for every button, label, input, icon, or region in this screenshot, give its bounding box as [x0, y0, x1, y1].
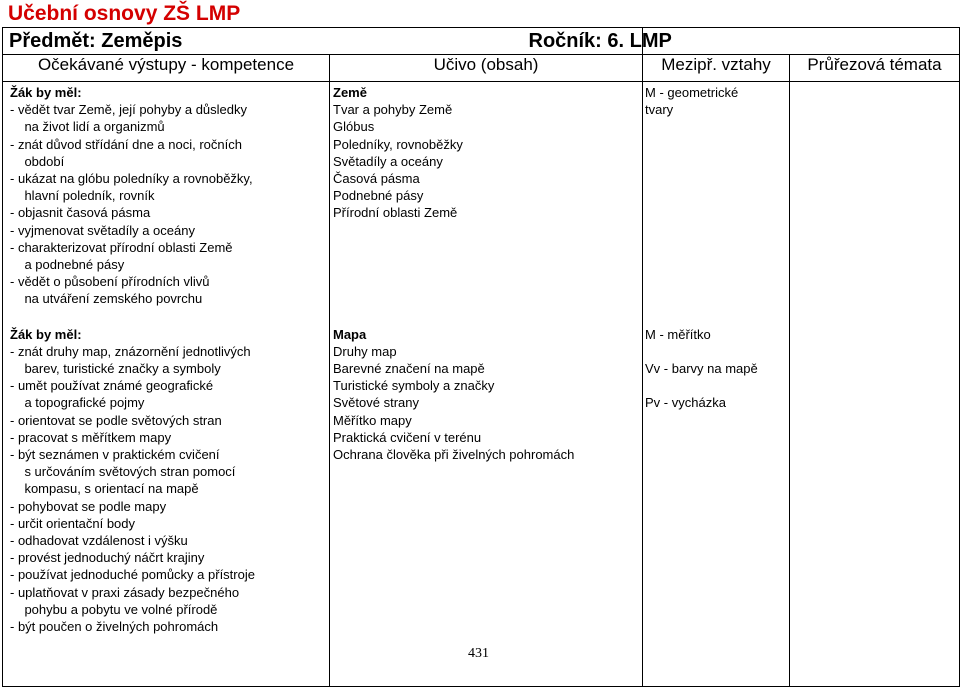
- filler: [645, 532, 789, 549]
- outcome-item: - vědět tvar Země, její pohyby a důsledky: [10, 102, 248, 118]
- content-item: Praktická cvičení v terénu: [333, 429, 482, 445]
- filler: [645, 515, 789, 532]
- filler: [645, 412, 789, 429]
- content-item: Světové strany: [333, 395, 419, 411]
- header-themes: Průřezová témata: [790, 55, 960, 82]
- filler: [645, 618, 789, 635]
- filler: [333, 498, 642, 515]
- block-spacer: [333, 308, 642, 326]
- outcome-item: pohybu a pobytu ve volné přírodě: [10, 601, 218, 617]
- outcome-item: - používat jednoduché pomůcky a přístroje: [10, 567, 255, 583]
- outcome-item: - vyjmenovat světadíly a oceány: [10, 222, 195, 238]
- subject-label: Předmět: Zeměpis: [9, 29, 183, 52]
- header-relations: Mezipř. vztahy: [643, 55, 790, 82]
- filler: [645, 463, 789, 480]
- filler: [645, 429, 789, 446]
- filler: [645, 498, 789, 515]
- curriculum-table: [2, 27, 960, 687]
- outcome-item: - být poučen o živelných pohromách: [10, 619, 219, 635]
- block-spacer: [10, 308, 329, 326]
- subject-row-filler: [643, 28, 960, 55]
- outcome-item: s určováním světových stran pomocí: [10, 464, 236, 480]
- filler: [645, 256, 789, 273]
- filler: [645, 187, 789, 204]
- filler: [333, 239, 642, 256]
- outcome-item: - ukázat na glóbu poledníky a rovnoběžky,: [10, 171, 253, 187]
- filler: [333, 601, 642, 618]
- outcome-item: - orientovat se podle světových stran: [10, 412, 222, 428]
- content-item: Turistické symboly a značky: [333, 378, 495, 394]
- subject-row: [3, 28, 960, 55]
- content-item: Barevné značení na mapě: [333, 361, 485, 377]
- outcome-item: na život lidí a organizmů: [10, 119, 165, 135]
- filler: [333, 480, 642, 497]
- outcome-item: hlavní poledník, rovník: [10, 188, 155, 204]
- outcome-item: - pracovat s měřítkem mapy: [10, 429, 172, 445]
- outcome-item: období: [10, 153, 65, 169]
- content-heading: Země: [333, 85, 367, 100]
- grade-label: Ročník: 6. LMP: [528, 29, 672, 52]
- filler: [645, 204, 789, 221]
- outcome-item: - vědět o působení přírodních vlivů: [10, 274, 210, 290]
- content-heading: Mapa: [333, 326, 367, 342]
- content-item: Poledníky, rovnoběžky: [333, 136, 463, 152]
- relation-item: tvary: [645, 102, 674, 118]
- filler: [333, 463, 642, 480]
- filler: [333, 549, 642, 566]
- filler: [645, 170, 789, 187]
- outcome-item: - provést jednoduchý náčrt krajiny: [10, 550, 205, 566]
- outcome-item: a topografické pojmy: [10, 395, 145, 411]
- block-spacer: [645, 308, 789, 326]
- outcomes-heading: Žák by měl:: [10, 85, 82, 100]
- column-header-row: [3, 55, 960, 82]
- filler: [333, 566, 642, 583]
- content-item: Druhy map: [333, 343, 397, 359]
- outcome-item: - charakterizovat přírodní oblasti Země: [10, 239, 233, 255]
- filler: [333, 618, 642, 635]
- outcome-item: - odhadovat vzdálenost i výšku: [10, 533, 188, 549]
- filler: [645, 153, 789, 170]
- filler: [333, 290, 642, 307]
- filler: [645, 584, 789, 601]
- themes-cell: [790, 82, 960, 687]
- relation-item: [645, 343, 789, 360]
- filler: [645, 273, 789, 290]
- content-item: Glóbus: [333, 119, 375, 135]
- filler: [333, 584, 642, 601]
- outcome-item: a podnebné pásy: [10, 257, 125, 273]
- header-content: Učivo (obsah): [330, 55, 643, 82]
- content-item: Tvar a pohyby Země: [333, 102, 453, 118]
- filler: [645, 566, 789, 583]
- filler: [645, 601, 789, 618]
- relation-item: Vv - barvy na mapě: [645, 361, 758, 377]
- outcome-item: - být seznámen v praktickém cvičení: [10, 447, 220, 463]
- content-item: Světadíly a oceány: [333, 153, 443, 169]
- outcome-item: - znát druhy map, znázornění jednotlivých: [10, 343, 251, 359]
- relation-item: [645, 377, 789, 394]
- filler: [645, 446, 789, 463]
- document-title: Učební osnovy ZŠ LMP: [8, 2, 241, 25]
- filler: [645, 239, 789, 256]
- filler: [645, 549, 789, 566]
- subject-name: [3, 28, 672, 55]
- filler: [645, 222, 789, 239]
- content-item: Přírodní oblasti Země: [333, 205, 458, 221]
- outcomes-cell: [3, 82, 330, 687]
- outcome-item: barev, turistické značky a symboly: [10, 361, 221, 377]
- filler: [645, 290, 789, 307]
- filler: [645, 480, 789, 497]
- content-item: Měřítko mapy: [333, 412, 412, 428]
- content-item: Podnebné pásy: [333, 188, 424, 204]
- outcomes-heading: Žák by měl:: [10, 326, 82, 342]
- outcome-item: - uplatňovat v praxi zásady bezpečného: [10, 584, 240, 600]
- filler: [645, 118, 789, 135]
- outcome-item: na utváření zemského povrchu: [10, 291, 203, 307]
- relation-item: M - geometrické: [645, 85, 739, 100]
- content-cell: [330, 82, 643, 687]
- outcome-item: - znát důvod střídání dne a noci, ročních: [10, 136, 242, 152]
- header-outcomes: Očekávané výstupy - kompetence: [3, 55, 330, 82]
- content-item: Ochrana člověka při živelných pohromách: [333, 447, 575, 463]
- filler: [333, 256, 642, 273]
- filler: [333, 273, 642, 290]
- content-item: Časová pásma: [333, 171, 420, 187]
- relation-item: Pv - vycházka: [645, 395, 726, 411]
- filler: [333, 515, 642, 532]
- outcome-item: kompasu, s orientací na mapě: [10, 481, 199, 497]
- outcome-item: - pohybovat se podle mapy: [10, 498, 167, 514]
- outcome-item: - objasnit časová pásma: [10, 205, 151, 221]
- relations-cell: [643, 82, 790, 687]
- relation-item: M - měřítko: [645, 326, 711, 342]
- filler: [645, 136, 789, 153]
- outcome-item: - umět používat známé geografické: [10, 378, 214, 394]
- outcome-item: - určit orientační body: [10, 515, 136, 531]
- body-row: [3, 82, 960, 687]
- filler: [333, 532, 642, 549]
- page-number: 431: [468, 646, 489, 661]
- filler: [333, 222, 642, 239]
